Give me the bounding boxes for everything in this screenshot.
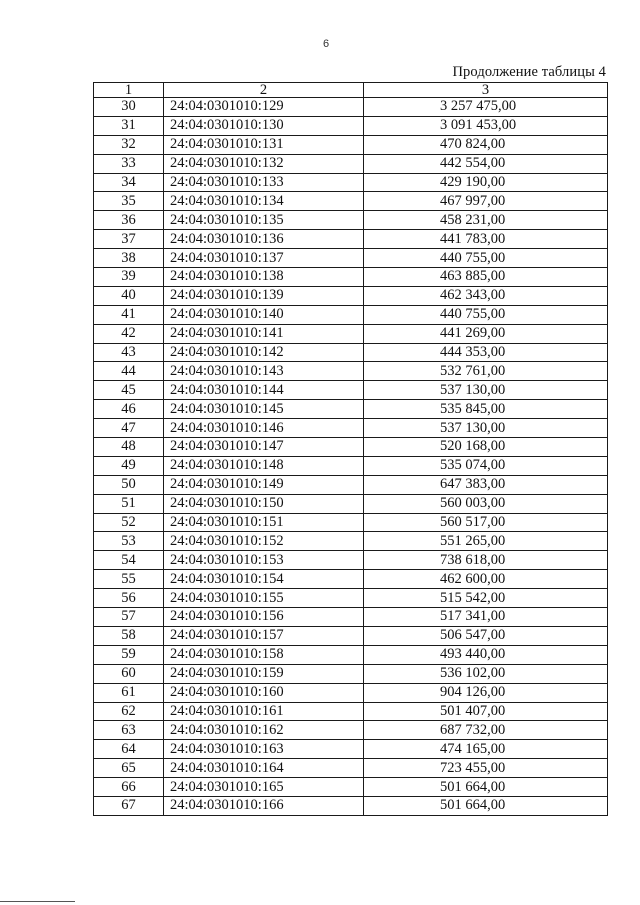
- row-number-cell: 52: [94, 513, 164, 532]
- table-row: [94, 438, 608, 457]
- cadastral-number-cell: 24:04:0301010:131: [164, 135, 364, 154]
- cadastral-value-cell: 536 102,00: [364, 664, 608, 683]
- row-number-cell: 61: [94, 683, 164, 702]
- table-row: [94, 513, 608, 532]
- cadastral-number-cell: 24:04:0301010:129: [164, 98, 364, 117]
- cadastral-number-cell: 24:04:0301010:132: [164, 154, 364, 173]
- cadastral-number-cell: 24:04:0301010:165: [164, 778, 364, 797]
- cadastral-number-cell: 24:04:0301010:137: [164, 249, 364, 268]
- table-body: [94, 98, 608, 816]
- table-row: [94, 456, 608, 475]
- row-number-cell: 36: [94, 211, 164, 230]
- cadastral-number-cell: 24:04:0301010:145: [164, 400, 364, 419]
- table-row: [94, 154, 608, 173]
- table-row: [94, 249, 608, 268]
- table-row: [94, 475, 608, 494]
- cadastral-value-cell: 442 554,00: [364, 154, 608, 173]
- cadastral-number-cell: 24:04:0301010:158: [164, 645, 364, 664]
- cadastral-value-cell: 515 542,00: [364, 589, 608, 608]
- cadastral-value-cell: 535 074,00: [364, 456, 608, 475]
- table-continuation-caption: Продолжение таблицы 4: [452, 64, 606, 80]
- cadastral-value-cell: 687 732,00: [364, 721, 608, 740]
- table-row: [94, 98, 608, 117]
- table-row: [94, 211, 608, 230]
- row-number-cell: 37: [94, 230, 164, 249]
- table-row: [94, 362, 608, 381]
- row-number-cell: 32: [94, 135, 164, 154]
- table-row: [94, 532, 608, 551]
- row-number-cell: 48: [94, 438, 164, 457]
- column-header-value: 3: [364, 83, 608, 98]
- table-row: [94, 343, 608, 362]
- cadastral-number-cell: 24:04:0301010:136: [164, 230, 364, 249]
- table-row: [94, 192, 608, 211]
- cadastral-value-cell: 647 383,00: [364, 475, 608, 494]
- cadastral-value-cell: 458 231,00: [364, 211, 608, 230]
- cadastral-value-cell: 904 126,00: [364, 683, 608, 702]
- cadastral-number-cell: 24:04:0301010:140: [164, 305, 364, 324]
- cadastral-number-cell: 24:04:0301010:142: [164, 343, 364, 362]
- table-row: [94, 683, 608, 702]
- cadastral-number-cell: 24:04:0301010:153: [164, 551, 364, 570]
- table-row: [94, 324, 608, 343]
- row-number-cell: 47: [94, 419, 164, 438]
- table-row: [94, 645, 608, 664]
- row-number-cell: 64: [94, 740, 164, 759]
- table-row: [94, 721, 608, 740]
- cadastral-value-cell: 462 343,00: [364, 286, 608, 305]
- table-row: [94, 305, 608, 324]
- cadastral-value-cell: 440 755,00: [364, 249, 608, 268]
- cadastral-value-cell: 441 783,00: [364, 230, 608, 249]
- row-number-cell: 50: [94, 475, 164, 494]
- cadastral-value-cell: 723 455,00: [364, 759, 608, 778]
- row-number-cell: 38: [94, 249, 164, 268]
- row-number-cell: 45: [94, 381, 164, 400]
- row-number-cell: 62: [94, 702, 164, 721]
- table-row: [94, 664, 608, 683]
- table-row: [94, 589, 608, 608]
- row-number-cell: 44: [94, 362, 164, 381]
- row-number-cell: 49: [94, 456, 164, 475]
- cadastral-value-cell: 3 091 453,00: [364, 116, 608, 135]
- cadastral-number-cell: 24:04:0301010:162: [164, 721, 364, 740]
- row-number-cell: 60: [94, 664, 164, 683]
- table-row: [94, 778, 608, 797]
- cadastral-value-cell: 3 257 475,00: [364, 98, 608, 117]
- cadastral-value-cell: 520 168,00: [364, 438, 608, 457]
- row-number-cell: 33: [94, 154, 164, 173]
- cadastral-number-cell: 24:04:0301010:148: [164, 456, 364, 475]
- table-header: [94, 83, 608, 98]
- row-number-cell: 34: [94, 173, 164, 192]
- table-row: [94, 759, 608, 778]
- cadastral-value-cell: 467 997,00: [364, 192, 608, 211]
- table-row: [94, 626, 608, 645]
- cadastral-number-cell: 24:04:0301010:141: [164, 324, 364, 343]
- table-row: [94, 796, 608, 815]
- row-number-cell: 67: [94, 796, 164, 815]
- cadastral-value-cell: 462 600,00: [364, 570, 608, 589]
- cadastral-number-cell: 24:04:0301010:138: [164, 268, 364, 287]
- row-number-cell: 43: [94, 343, 164, 362]
- cadastral-value-cell: 501 664,00: [364, 796, 608, 815]
- cadastral-number-cell: 24:04:0301010:135: [164, 211, 364, 230]
- cadastral-value-cell: 444 353,00: [364, 343, 608, 362]
- cadastral-number-cell: 24:04:0301010:159: [164, 664, 364, 683]
- cadastral-number-cell: 24:04:0301010:156: [164, 608, 364, 627]
- row-number-cell: 53: [94, 532, 164, 551]
- table-row: [94, 286, 608, 305]
- cadastral-number-cell: 24:04:0301010:143: [164, 362, 364, 381]
- table-row: [94, 570, 608, 589]
- table-row: [94, 608, 608, 627]
- row-number-cell: 57: [94, 608, 164, 627]
- table-row: [94, 230, 608, 249]
- table-row: [94, 551, 608, 570]
- cadastral-value-cell: 474 165,00: [364, 740, 608, 759]
- row-number-cell: 65: [94, 759, 164, 778]
- cadastral-value-cell: 463 885,00: [364, 268, 608, 287]
- row-number-cell: 30: [94, 98, 164, 117]
- table-row: [94, 400, 608, 419]
- cadastral-value-cell: 470 824,00: [364, 135, 608, 154]
- page-number: 6: [322, 38, 330, 50]
- cadastral-number-cell: 24:04:0301010:163: [164, 740, 364, 759]
- row-number-cell: 54: [94, 551, 164, 570]
- table-header-row: [94, 83, 608, 98]
- cadastral-value-cell: 560 003,00: [364, 494, 608, 513]
- table-row: [94, 135, 608, 154]
- cadastral-value-cell: 532 761,00: [364, 362, 608, 381]
- row-number-cell: 46: [94, 400, 164, 419]
- cadastral-value-cell: 501 664,00: [364, 778, 608, 797]
- row-number-cell: 51: [94, 494, 164, 513]
- row-number-cell: 66: [94, 778, 164, 797]
- row-number-cell: 63: [94, 721, 164, 740]
- cadastral-number-cell: 24:04:0301010:154: [164, 570, 364, 589]
- cadastral-number-cell: 24:04:0301010:152: [164, 532, 364, 551]
- cadastral-value-cell: 537 130,00: [364, 381, 608, 400]
- cadastral-value-cell: 517 341,00: [364, 608, 608, 627]
- cadastral-number-cell: 24:04:0301010:133: [164, 173, 364, 192]
- row-number-cell: 35: [94, 192, 164, 211]
- footer-rule: [0, 901, 75, 902]
- cadastral-value-cell: 551 265,00: [364, 532, 608, 551]
- cadastral-value-table: [93, 82, 608, 816]
- cadastral-number-cell: 24:04:0301010:155: [164, 589, 364, 608]
- row-number-cell: 55: [94, 570, 164, 589]
- row-number-cell: 39: [94, 268, 164, 287]
- row-number-cell: 40: [94, 286, 164, 305]
- column-header-number: 1: [94, 83, 164, 98]
- cadastral-value-cell: 440 755,00: [364, 305, 608, 324]
- cadastral-number-cell: 24:04:0301010:144: [164, 381, 364, 400]
- cadastral-number-cell: 24:04:0301010:151: [164, 513, 364, 532]
- cadastral-value-cell: 429 190,00: [364, 173, 608, 192]
- cadastral-value-cell: 506 547,00: [364, 626, 608, 645]
- cadastral-number-cell: 24:04:0301010:139: [164, 286, 364, 305]
- column-header-cadastral-number: 2: [164, 83, 364, 98]
- row-number-cell: 31: [94, 116, 164, 135]
- cadastral-value-cell: 501 407,00: [364, 702, 608, 721]
- table-row: [94, 702, 608, 721]
- cadastral-number-cell: 24:04:0301010:149: [164, 475, 364, 494]
- cadastral-number-cell: 24:04:0301010:150: [164, 494, 364, 513]
- row-number-cell: 41: [94, 305, 164, 324]
- cadastral-number-cell: 24:04:0301010:164: [164, 759, 364, 778]
- cadastral-value-cell: 493 440,00: [364, 645, 608, 664]
- cadastral-number-cell: 24:04:0301010:147: [164, 438, 364, 457]
- cadastral-value-cell: 441 269,00: [364, 324, 608, 343]
- cadastral-number-cell: 24:04:0301010:160: [164, 683, 364, 702]
- table-row: [94, 419, 608, 438]
- cadastral-number-cell: 24:04:0301010:134: [164, 192, 364, 211]
- cadastral-value-cell: 537 130,00: [364, 419, 608, 438]
- cadastral-number-cell: 24:04:0301010:130: [164, 116, 364, 135]
- row-number-cell: 59: [94, 645, 164, 664]
- row-number-cell: 42: [94, 324, 164, 343]
- cadastral-value-cell: 738 618,00: [364, 551, 608, 570]
- cadastral-value-cell: 560 517,00: [364, 513, 608, 532]
- table-row: [94, 381, 608, 400]
- table-row: [94, 494, 608, 513]
- cadastral-number-cell: 24:04:0301010:146: [164, 419, 364, 438]
- table-row: [94, 116, 608, 135]
- table-row: [94, 268, 608, 287]
- cadastral-number-cell: 24:04:0301010:166: [164, 796, 364, 815]
- cadastral-value-cell: 535 845,00: [364, 400, 608, 419]
- cadastral-number-cell: 24:04:0301010:161: [164, 702, 364, 721]
- table-row: [94, 740, 608, 759]
- row-number-cell: 58: [94, 626, 164, 645]
- cadastral-number-cell: 24:04:0301010:157: [164, 626, 364, 645]
- row-number-cell: 56: [94, 589, 164, 608]
- table-row: [94, 173, 608, 192]
